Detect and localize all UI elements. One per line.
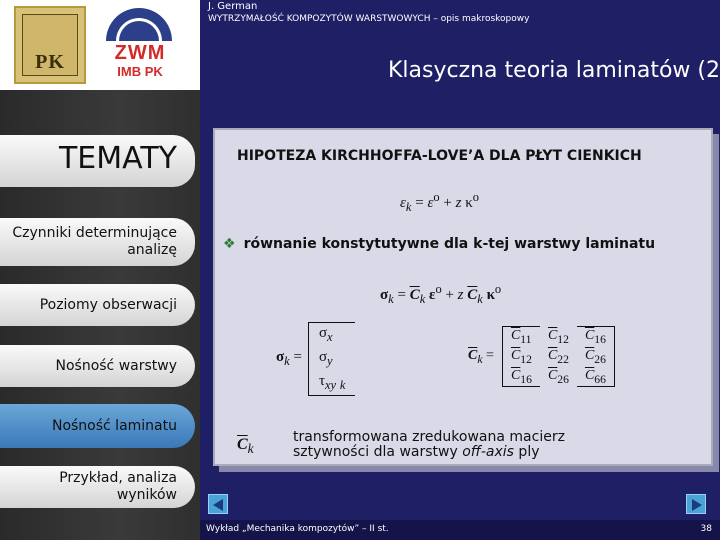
transform-offaxis: off-axis [462,444,514,460]
slide-footer [200,520,720,540]
pk-logo [14,6,86,84]
previous-slide-button[interactable] [208,494,228,514]
zwm-logo [100,8,180,82]
pk-logo-text: PK [35,51,65,73]
transform-line1: transformowana zredukowana macierz [293,429,565,445]
sidebar-item-label: Nośność warstwy [55,357,177,374]
sidebar-item-label: Czynniki determinujące analizę [12,225,177,258]
stress-equation: $\sigma_k = \overline{C}_k$ $\varepsilon^o + z$ $\overline{C}_k$ $\kappa^o$ [380,282,502,306]
transform-description [293,430,565,460]
arrow-right-icon [692,499,702,511]
page-number: 38 [700,524,712,534]
sidebar-item-czynniki[interactable] [0,218,195,266]
diamond-bullet-icon: ❖ [223,236,236,252]
transform-line2 [293,445,565,460]
sidebar-item-label: Przykład, analiza wyników [59,470,177,503]
slide-title: Klasyczna teoria laminatów (2 [387,58,720,83]
author: J. German [208,1,258,12]
sidebar-item-przyklad[interactable] [0,466,195,508]
content-panel [213,128,713,466]
constitutive-bullet [223,236,655,252]
next-slide-button[interactable] [686,494,706,514]
transform-line2-b: ply [513,444,540,460]
course-title: WYTRZYMAŁOŚĆ KOMPOZYTÓW WARSTWOWYCH – opis makroskopowy [208,14,530,24]
stiffness-matrix: $\overline{C}_k$ = $\overline{C}_{11}$ $\overline{C}_{12}$ $\overline{C}_{16}$ $\overline{C}_{12}$ $\overline{C}_{22}$ $\overline{C}_{26}$ $\overline{C}_{16}$ $\overline{C}_{26}$ $\overline{C}_{66}$ [460,326,615,387]
hypothesis-heading: HIPOTEZA KIRCHHOFFA-LOVE’A DLA PŁYT CIENKICH [237,148,642,164]
sidebar-item-nosnosc-laminatu[interactable] [0,404,195,448]
logo-area [0,0,200,90]
strain-equation: $\varepsilon_k = \varepsilon^o + z$ $\kappa^o$ [400,190,479,214]
sidebar-item-poziomy[interactable] [0,284,195,326]
arrow-left-icon [213,499,223,511]
matrix-symbol: $\overline{C}_k$ [237,436,254,457]
sidebar [0,0,200,540]
transform-line2-a: sztywności dla warstwy [293,444,463,460]
sidebar-item-nosnosc-warstwy[interactable] [0,345,195,387]
slide-header [200,0,720,120]
sidebar-title: TEMATY [0,135,195,187]
constitutive-text: równanie konstytutywne dla k-tej warstwy laminatu [243,236,656,252]
zwm-logo-subtext: IMB PK [117,64,163,79]
zwm-logo-text: ZWM [114,42,166,64]
footer-text: Wykład „Mechanika kompozytów” – II st. [206,524,389,534]
stress-vector: $\sigma_k$ = $\sigma_x$ $\sigma_y$ $\tau_{xy}$ $_k$ [275,322,355,396]
sidebar-item-label: Nośność laminatu [51,417,177,434]
sidebar-item-label: Poziomy obserwacji [39,296,177,313]
dome-icon [106,8,172,41]
